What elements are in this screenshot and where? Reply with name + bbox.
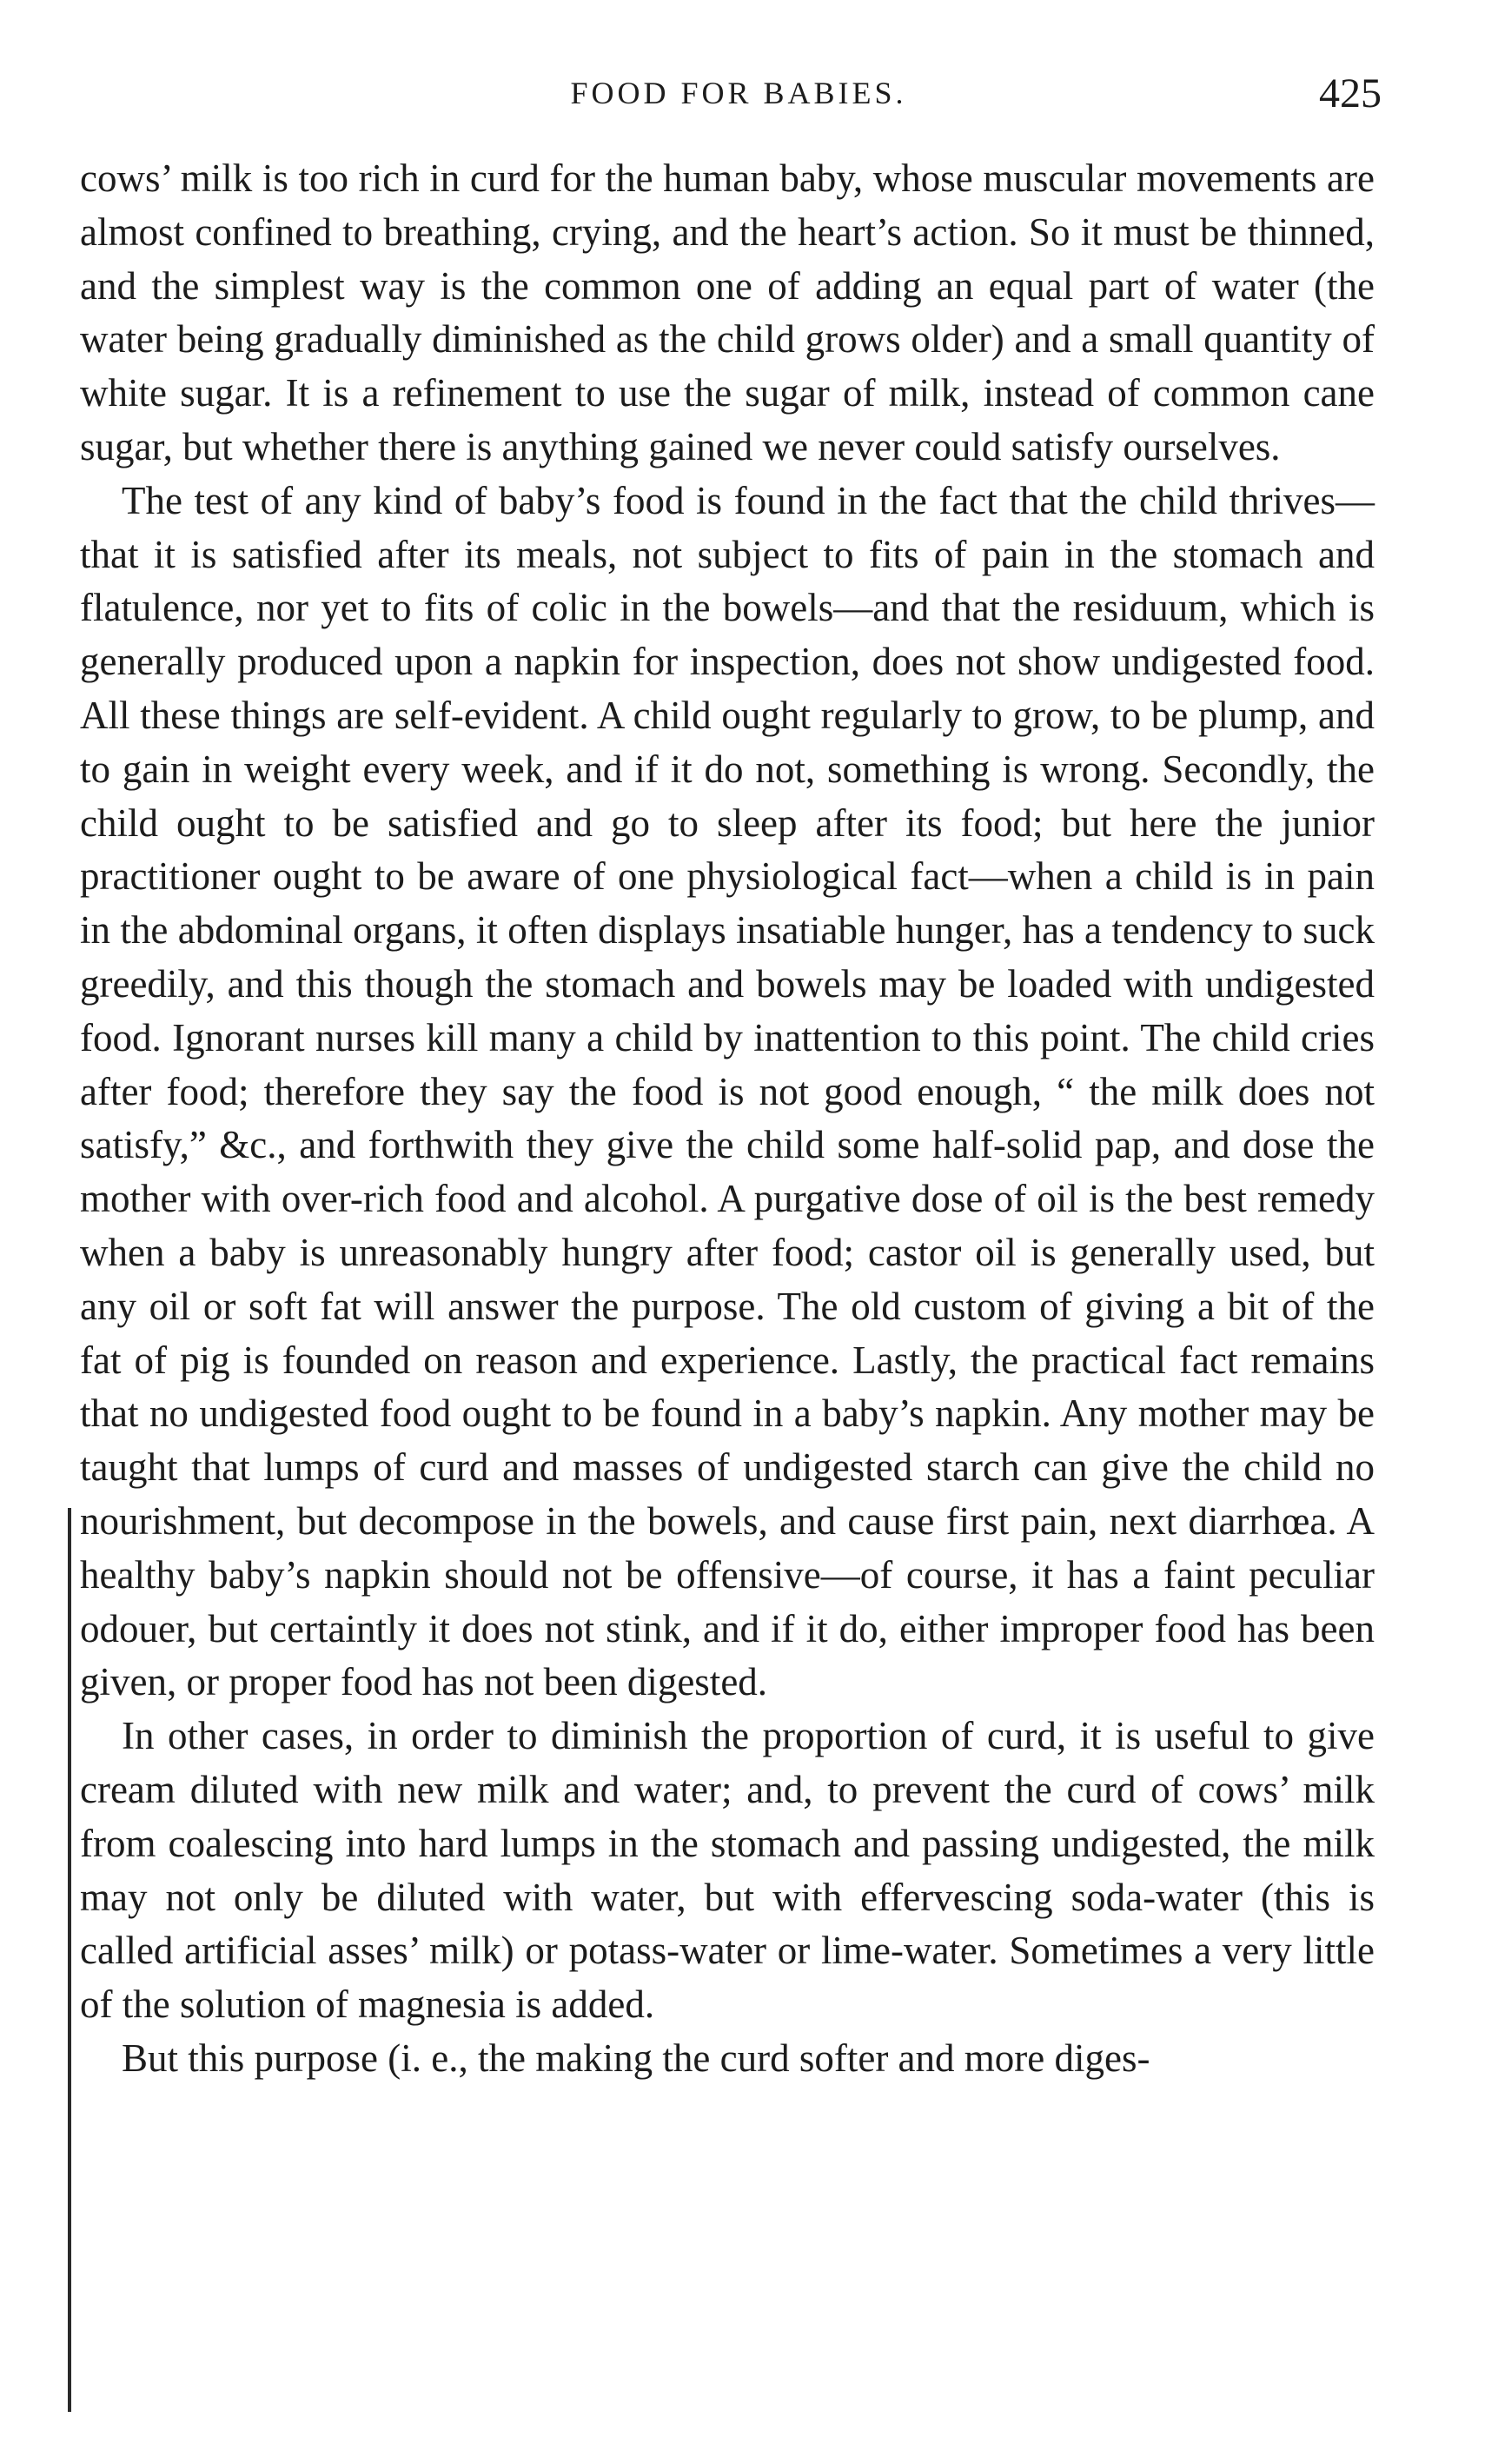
paragraph-4: But this purpose (i. e., the making the curd softer and more diges-	[122, 2036, 1150, 2080]
margin-mark	[68, 1508, 71, 2412]
paragraph-1: cows’ milk is too rich in curd for the human baby, whose muscular movements are almost confined to breathing, crying, and the heart’s action. So it must be thinned, and the simplest way is the common one of adding an equal part of water (the water being gradually diminished as the child grows older) and a small quantity of white sugar. It is a refinement to use the sugar of milk, instead of common cane sugar, but whether there is anything gained we never could satisfy ourselves.	[80, 156, 1375, 468]
page-number: 425	[1319, 70, 1382, 116]
paragraph-2: The test of any kind of baby’s food is found in the fact that the child thrives—that it is satisfied after its meals, not subject to fits of pain in the stomach and flatulence, nor yet to fits of colic in the bowels—and that the residuum, which is generally produced upon a napkin for inspection, does not show undigested food. All these things are self-evident. A child ought regularly to grow, to be plump, and to gain in weight every week, and if it do not, something is wrong. Secondly, the child ought to be satisfied and go to sleep after its food; but here the junior practitioner ought to be aware of one physiological fact—when a child is in pain in the abdominal organs, it often displays insatiable hunger, has a tendency to suck greedily, and this though the stomach and bowels may be loaded with undigested food. Ignorant nurses kill many a child by inattention to this point. The child cries after food; therefore they say the food is not good enough, “ the milk does not satisfy,” &c., and forthwith they give the child some half-solid pap, and dose the mother with over-rich food and alcohol. A purgative dose of oil is the best remedy when a baby is unreasonably hungry after food; castor oil is generally used, but any oil or soft fat will answer the purpose. The old custom of giving a bit of the fat of pig is founded on reason and experience. Lastly, the practical fact remains that no undigested food ought to be found in a baby’s napkin. Any mother may be taught that lumps of curd and masses of undigested starch can give the child no nourishment, but decompose in the bowels, and cause first pain, next diarrhœa. A healthy baby’s napkin should not be offensive—of course, it has a faint peculiar odouer, but certaintly it does not stink, and if it do, either improper food has been given, or proper food has not been digested.	[80, 478, 1375, 1704]
running-head: FOOD FOR BABIES.	[570, 76, 907, 110]
page-header	[78, 70, 1399, 125]
paragraph-3: In other cases, in order to diminish the proportion of curd, it is useful to give cream diluted with new milk and water; and, to prevent the curd of cows’ milk from coalescing into hard lumps in the stomach and passing undigested, the milk may not only be diluted with water, but with effervescing soda-water (this is called artificial asses’ milk) or potass-water or lime-water. Sometimes a very little of the solution of magnesia is added.	[80, 1714, 1375, 2027]
body-text	[80, 152, 1375, 2086]
